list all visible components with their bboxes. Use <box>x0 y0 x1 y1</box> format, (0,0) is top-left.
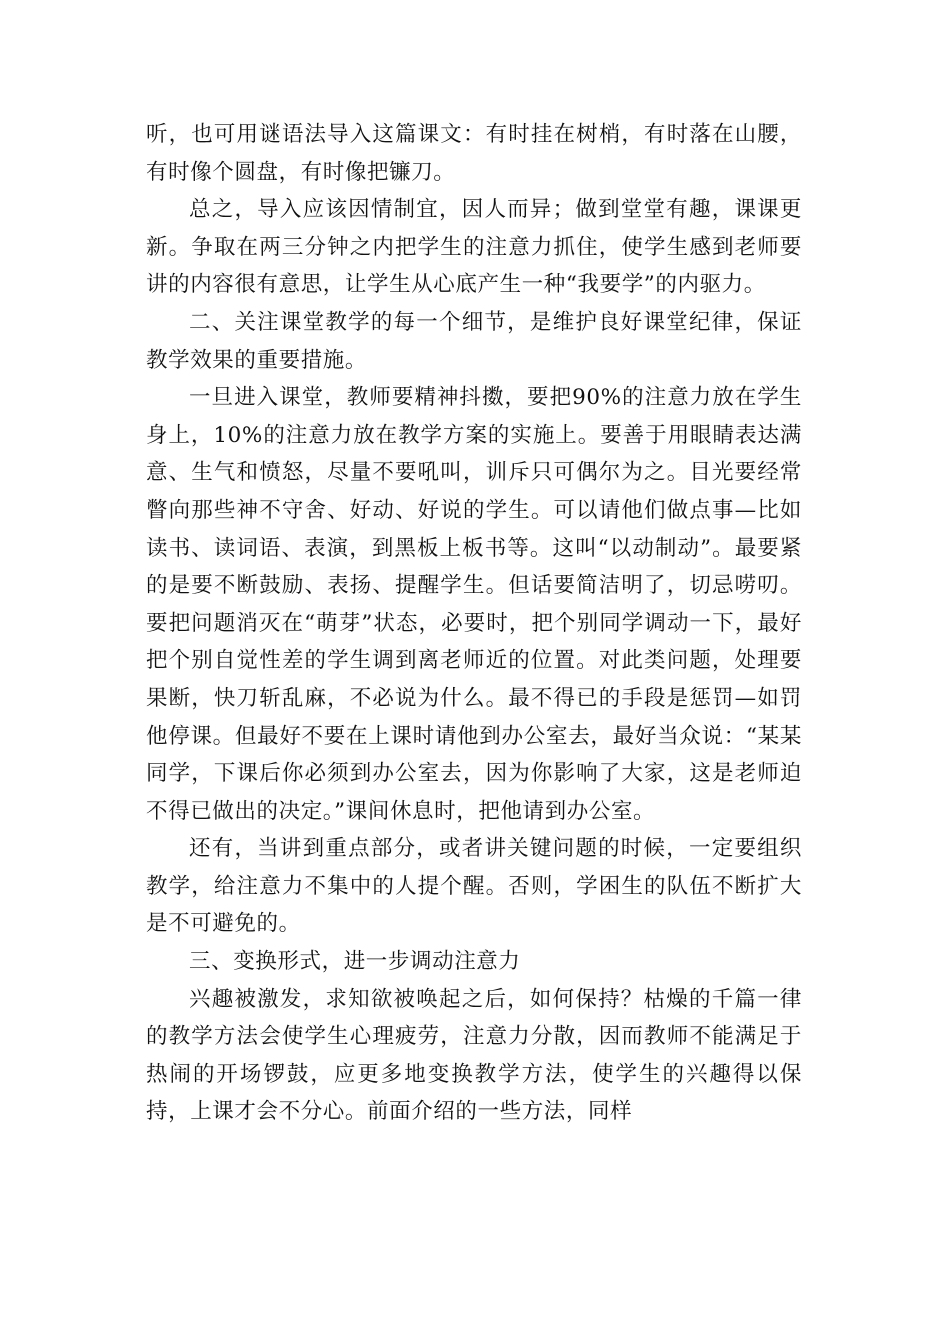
paragraph-1: 听，也可用谜语法导入这篇课文：有时挂在树梢，有时落在山腰，有时像个圆盘，有时像把镰刀。 <box>146 122 802 185</box>
paragraph-5: 还有，当讲到重点部分，或者讲关键问题的时候，一定要组织教学，给注意力不集中的人提个醒。否则，学困生的队伍不断扩大是不可避免的。 <box>146 836 802 937</box>
section-heading-3: 三、变换形式，进一步调动注意力 <box>189 949 521 975</box>
body-text <box>146 116 802 1131</box>
paragraph-7: 兴趣被激发，求知欲被唤起之后，如何保持？枯燥的千篇一律的教学方法会使学生心理疲劳，注意力分散，因而教师不能满足于热闹的开场锣鼓，应更多地变换教学方法，使学生的兴趣得以保持，上课才会不分心。前面介绍的一些方法，同样 <box>146 986 802 1125</box>
section-heading-2: 二、关注课堂教学的每一个细节，是维护良好课堂纪律，保证教学效果的重要措施。 <box>146 309 802 373</box>
paragraph-4: 一旦进入课堂，教师要精神抖擞，要把90%的注意力放在学生身上，10%的注意力放在教学方案的实施上。要善于用眼睛表达满意、生气和愤怒，尽量不要吼叫，训斥只可偶尔为之。目光要经常瞥向那些神不守舍、好动、好说的学生。可以请他们做点事—比如读书、读词语、表演，到黑板上板书等。这叫“以动制动”。最要紧的是要不断鼓励、表扬、提醒学生。但话要简洁明了，切忌唠叨。要把问题消灭在“萌芽”状态，必要时，把个别同学调动一下，最好把个别自觉性差的学生调到离老师近的位置。对此类问题，处理要果断，快刀斩乱麻，不必说为什么。最不得已的手段是惩罚—如罚他停课。但最好不要在上课时请他到办公室去，最好当众说：“某某同学，下课后你必须到办公室去，因为你影响了大家，这是老师迫不得已做出的决定。”课间休息时，把他请到办公室。 <box>146 385 802 824</box>
paragraph-2: 总之，导入应该因情制宜，因人而异；做到堂堂有趣，课课更新。争取在两三分钟之内把学生的注意力抓住，使学生感到老师要讲的内容很有意思，让学生从心底产生一种“我要学”的内驱力。 <box>146 197 802 298</box>
